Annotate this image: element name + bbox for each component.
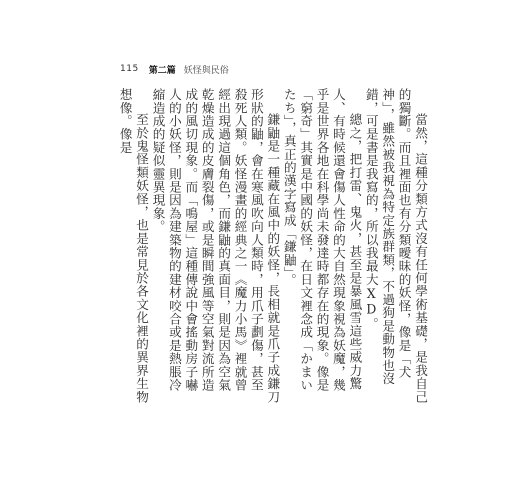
chapter-title: 妖怪與民俗 [183,65,229,76]
page-number: 115 [120,64,139,74]
vertical-body-text [116,88,428,404]
paragraph-1: 當然，這種分類方式沒有任何學術基礎，是我自己的獨斷。而且裡面也有分類曖昧的妖怪，像是「犬神」，雖然被我視為特定族群類，不過狗是動物也沒錯，可是書是我寫的，所以我最大XD。 [363,88,428,404]
running-header [120,62,229,76]
paragraph-2: 總之，把打雷、鬼火，甚至是暴風雪這些威力驚人、有時候還會傷人性命的大自然現象視為妖魔，幾乎是世界各地在科學尚未發達時都存在的現象。像是「窮奇」其實是中國的妖怪，在日文裡念成「かまいたち」，真正的漢字寫成「鎌鼬」。 [281,88,363,392]
paragraph-4: 至於鬼怪類妖怪，也是常見於各文化裡的異界生物想像。像是 [117,88,150,404]
chapter-label: 第二篇 [148,65,176,76]
paragraph-3: 鎌鼬是一種藏在風中的妖怪，長相就是爪子成鎌刀形狀的鼬，會在寒風吹向人類時，用爪子劃傷，甚至殺死人類。妖怪漫畫的經典之一《魔力小馬》裡就曾經出現過這個角色，而鎌鼬的真面目，則是因為空氣乾燥造成的皮膚裂傷，或是瞬間強風等空氣對流所造成的風切現象。而「鳴屋」這種傳說中會搖動房子嚇人的小妖怪，則是因為建築物的建材咬合或是熱脹冷縮造成的疑似靈異現象。 [150,88,281,404]
